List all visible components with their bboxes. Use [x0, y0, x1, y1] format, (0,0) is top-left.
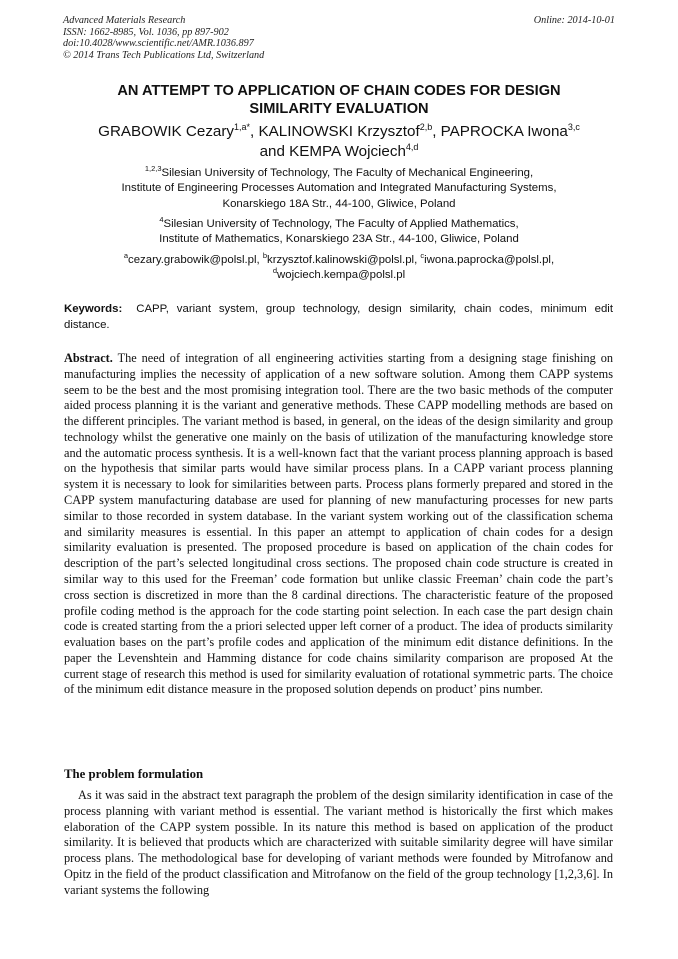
abstract-label: Abstract. [64, 351, 113, 365]
author-list [62, 122, 616, 162]
author-and: and [259, 143, 290, 160]
online-date: Online: 2014-10-01 [533, 15, 615, 26]
author-sup: 1,a* [234, 121, 251, 132]
affiliation-2 [62, 217, 616, 248]
affiliation-sup: 4 [159, 215, 164, 225]
author-sup: 2,b [419, 121, 433, 132]
email-sup: c [420, 251, 425, 261]
affiliation-line: Institute of Engineering Processes Automation and Integrated Manufacturing Systems, [121, 182, 557, 195]
author-line-1 [62, 122, 616, 142]
copyright: © 2014 Trans Tech Publications Ltd, Switzerland [63, 49, 265, 61]
author-name: KEMPA Wojciech [289, 143, 406, 160]
affiliation-sup: 1,2,3 [144, 164, 162, 174]
email-link[interactable]: wojciech.kempa@polsl.pl [277, 269, 406, 282]
email-sup: b [262, 251, 268, 261]
keywords [64, 302, 613, 333]
author-line-2 [62, 142, 616, 162]
paper-title [62, 82, 616, 118]
affiliation-line: Konarskiego 18A Str., 44-100, Gliwice, Poland [222, 197, 456, 210]
email-link[interactable]: iwona.paprocka@polsl.pl [424, 254, 551, 266]
keywords-label: Keywords: [64, 303, 123, 315]
affiliation-line: Silesian University of Technology, The Faculty of Mechanical Engineering, [161, 167, 534, 179]
author-sup: 3,c [567, 121, 580, 132]
journal-name: Advanced Materials Research [63, 15, 186, 26]
email-list: $^a$cezary.grabowik@polsl.pl, $^b$krzysztof.kalinowski@polsl.pl, $^c$iwona.paprocka@polsl.pl, $^d$wojciech.kempa@polsl.pl [123, 251, 555, 282]
keywords-text: CAPP, variant system, group technology, design similarity, chain codes, minimum edit distance. [64, 303, 613, 331]
affiliation-line: Institute of Mathematics, Konarskiego 23A Str., 44-100, Gliwice, Poland [159, 233, 519, 246]
author-sup: 4,d [405, 141, 419, 152]
author-separator: , [432, 123, 441, 140]
affiliation-line: Silesian University of Technology, The Faculty of Applied Mathematics, [163, 218, 519, 230]
issn: ISSN: 1662-8985, Vol. 1036, pp 897-902 [63, 26, 229, 38]
author-name: GRABOWIK Cezary [98, 123, 235, 140]
journal-header [63, 15, 264, 61]
section-heading: The problem formulation [64, 767, 204, 781]
author-name: KALINOWSKI Krzysztof [258, 123, 420, 140]
email-sup: d [272, 266, 278, 276]
email-sup: a [123, 251, 129, 261]
title-line-2: SIMILARITY EVALUATION [249, 101, 429, 117]
affiliation-1 [62, 166, 616, 212]
email-link[interactable]: cezary.grabowik@polsl.pl [128, 254, 257, 266]
section-paragraph: As it was said in the abstract text paragraph the problem of the design similarity identification in case of the process planning with variant method is essential. The variant method is historically the first which makes elaboration of the CAPP system possible. In its nature this method is based on application of the product similarity. It is believed that products which are characterized with suitable similarity degree will have similar process plans. The methodological base for developing of variant methods were founded by Mitrofanow and Opitz in the field of the product classification and Mitrofanow on the field of the group technology [1,2,3,6]. In variant systems the following [64, 788, 613, 897]
abstract [64, 351, 613, 698]
title-line-1: AN ATTEMPT TO APPLICATION OF CHAIN CODES FOR DESIGN [117, 83, 561, 99]
doi: doi:10.4028/www.scientific.net/AMR.1036.897 [63, 38, 254, 50]
email-link[interactable]: krzysztof.kalinowski@polsl.pl [267, 254, 415, 266]
author-separator: , [250, 123, 259, 140]
author-name: PAPROCKA Iwona [440, 123, 568, 140]
abstract-text: The need of integration of all engineering activities starting from a designing stage finishing on manufacturing implies the necessity of application of a new software solution. Among them CAPP systems seem to be the best and the most promising integration tool. There are the two basic methods of the computer aided process planning it is the variant and generative methods. These CAPP modelling methods are based on the different principles. The variant method is based, in general, on the ideas of the design similarity and group technology whilst the generative one mainly on the basis of utilization of the manufacturing knowledge store and the automatic process synthesis. It is a well-known fact that the variant process planning approach is based on the hypothesis that similar parts would have similar process plans. In a CAPP variant process planning system it is necessary to look for similarities between parts. Process plans formerly prepared and stored in the CAPP system manufacturing database are used for planning of new manufacturing processes for new parts similar to those recorded in system database. In the variant system working out of the classification schema and similarity measures is essential. In this paper an attempt to application of chain codes for a design similarity evaluation is presented. The proposed procedure is based on application of the chain codes for description of the part’s selected longitudinal cross sections. The proposed chain code structure is created in similar way to this used for the Freeman’ code formation but unlike classic Freeman’ chain code the part’s cross section is discretized in more than the 8 cardinal directions. The characteristic feature of the proposed profile coding method is the approach for the code starting point selection. In each case the part design chain code is created starting from the a priori selected upper left corner of a product. The idea of products similarity evaluation bases on the part’s profile codes and application of the minimum edit distance definitions. In the paper the Levenshtein and Hamming distance for code chains similarity comparison are proposed At the current stage of research this method is used for similarity evaluation of rotational symmetric parts. The choice of the minimum edit distance measure in the proposed solution depends on product’ pins number. [64, 351, 614, 697]
